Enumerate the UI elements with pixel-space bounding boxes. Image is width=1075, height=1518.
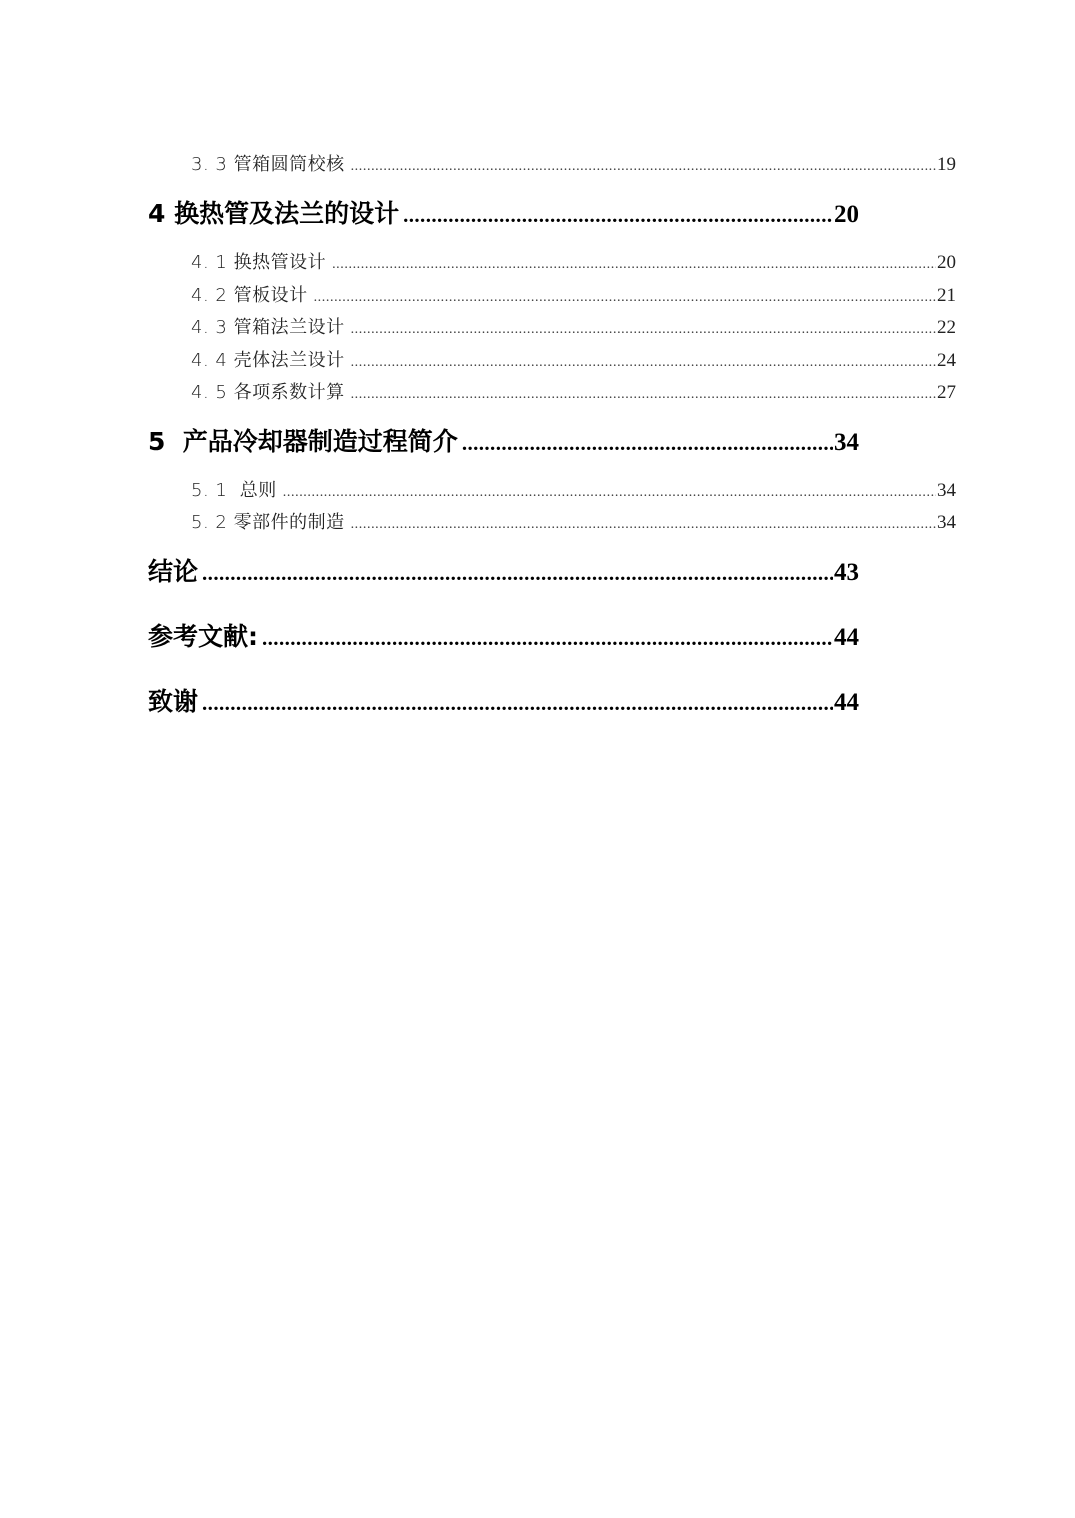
toc-dot-leader	[351, 159, 936, 175]
toc-chapter-conclusion[interactable]	[148, 552, 859, 592]
toc-chapter-4[interactable]	[148, 194, 859, 234]
toc-dot-leader	[351, 355, 936, 371]
toc-entry-label: 4. 3 管箱法兰设计	[191, 317, 345, 338]
toc-chapter-acknowledgements[interactable]	[148, 682, 859, 722]
toc-dot-leader	[202, 561, 833, 586]
toc-page-number: 43	[834, 559, 859, 586]
toc-entry-5-2[interactable]	[191, 508, 956, 536]
toc-dot-leader	[202, 691, 833, 716]
toc-chapter-label: 参考文献:	[148, 622, 258, 651]
toc-chapter-label: 结论	[148, 557, 199, 586]
toc-page-number: 20	[937, 252, 956, 273]
toc-page-number: 44	[834, 624, 859, 651]
toc-page-number: 19	[937, 154, 956, 175]
toc-page-number: 34	[937, 512, 956, 533]
toc-dot-leader	[462, 431, 833, 456]
toc-entry-4-1[interactable]	[191, 248, 956, 276]
toc-dot-leader	[283, 485, 936, 501]
toc-page-number: 44	[834, 689, 859, 716]
toc-entry-label: 4. 4 壳体法兰设计	[191, 350, 345, 371]
toc-dot-leader	[351, 517, 936, 533]
toc-chapter-references[interactable]	[148, 617, 859, 657]
toc-chapter-label: 5 产品冷却器制造过程简介	[148, 427, 458, 456]
toc-chapter-label: 4 换热管及法兰的设计	[148, 199, 400, 228]
toc-dot-leader	[403, 203, 833, 228]
toc-entry-label: 4. 1 换热管设计	[191, 252, 327, 273]
toc-entry-4-5[interactable]	[191, 378, 956, 406]
toc-entry-4-2[interactable]	[191, 281, 956, 309]
toc-entry-label: 5. 2 零部件的制造	[191, 512, 345, 533]
toc-entry-label: 4. 5 各项系数计算	[191, 382, 345, 403]
toc-chapter-5[interactable]	[148, 422, 859, 462]
toc-dot-leader	[314, 290, 936, 306]
toc-entry-4-4[interactable]	[191, 346, 956, 374]
toc-entry-3-3[interactable]	[191, 150, 956, 178]
toc-entry-label: 3. 3 管箱圆筒校核	[191, 154, 345, 175]
toc-page-number: 22	[937, 317, 956, 338]
toc-dot-leader	[351, 387, 936, 403]
toc-page-number: 20	[834, 201, 859, 228]
toc-page-number: 21	[937, 285, 956, 306]
toc-page-number: 27	[937, 382, 956, 403]
toc-entry-4-3[interactable]	[191, 313, 956, 341]
toc-dot-leader	[351, 322, 936, 338]
toc-chapter-label: 致谢	[148, 687, 199, 716]
toc-page-number: 34	[937, 480, 956, 501]
toc-page-number: 34	[834, 429, 859, 456]
toc-entry-5-1[interactable]	[191, 476, 956, 504]
toc-dot-leader	[262, 626, 833, 651]
toc-entry-label: 5. 1 总则	[191, 480, 277, 501]
toc-entry-label: 4. 2 管板设计	[191, 285, 308, 306]
toc-page-number: 24	[937, 350, 956, 371]
toc-dot-leader	[332, 257, 936, 273]
